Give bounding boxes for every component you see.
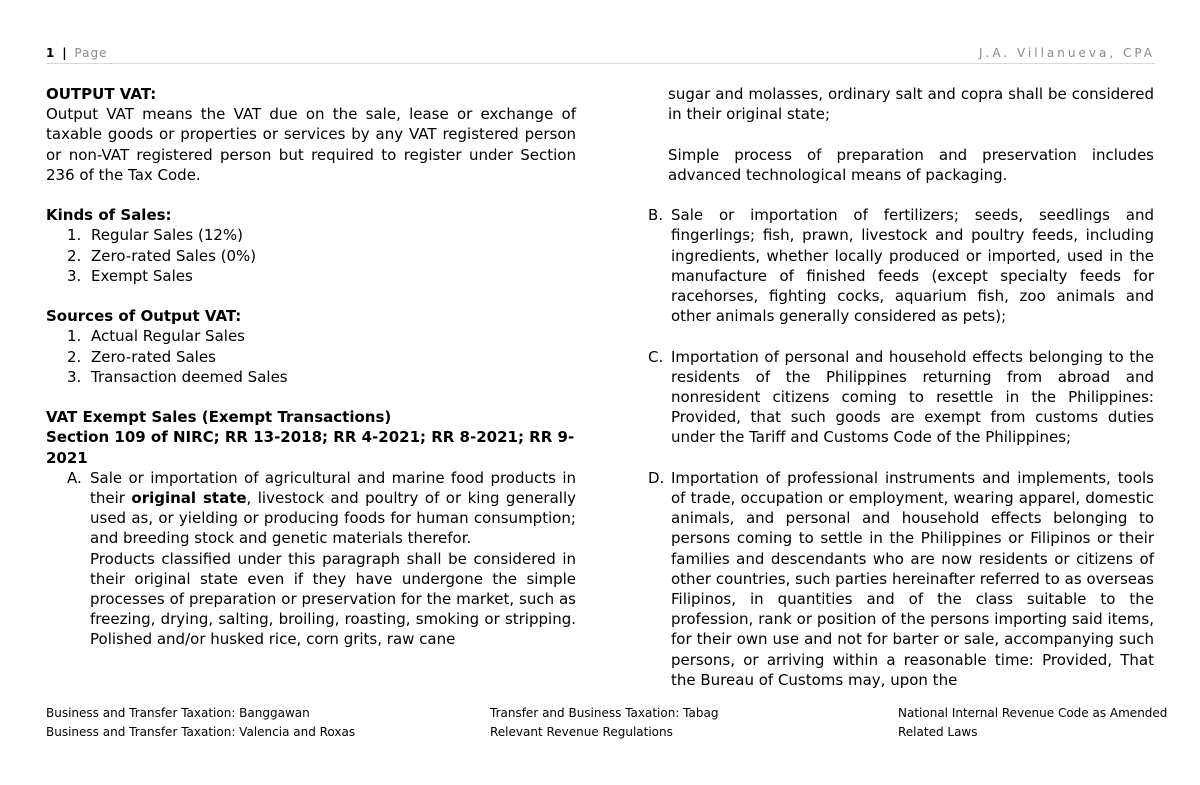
list-item [67, 347, 576, 367]
output-vat-definition: Output VAT means the VAT due on the sale, lease or exchange of taxable goods or properties or services by any VAT registered person or non-VAT registered person but required to register under Section 236 of the Tax Code. [46, 105, 576, 184]
item-text [90, 468, 576, 549]
item-marker: B. [648, 206, 664, 225]
item-text: Importation of personal and household effects belonging to the residents of the Philippines returning from abroad and nonresident citizens coming to resettle in the Philippines: Provided, that such goods are exempt from customs duties under the Tariff and Customs Code of the Philippines; [671, 347, 1154, 447]
list-marker: 3. [67, 266, 82, 285]
list-marker: 2. [67, 347, 82, 366]
right-column [648, 84, 1154, 690]
list-item [67, 266, 576, 286]
exempt-item-a-continuation: Products classified under this paragraph shall be considered in their original state even if they have undergone the simple processes of preparation or preservation for the market, such as freezing, drying, salting, broiling, roasting, smoking or stripping. Polished and/or husked rice, corn grits, raw cane [90, 549, 576, 649]
list-item [67, 246, 576, 266]
item-text-part: Sale or importation of agricultural and marine food products in their [90, 468, 576, 508]
item-a-packaging-note: Simple process of preparation and preservation includes advanced technological means of packaging. [668, 145, 1154, 184]
exempt-item-b [648, 205, 1154, 326]
exempt-item-d [648, 468, 1154, 690]
footer-line: Relevant Revenue Regulations [490, 725, 673, 739]
list-marker: 3. [67, 367, 82, 386]
item-marker: A. [67, 468, 82, 487]
left-column [46, 84, 576, 650]
footer-line: Related Laws [898, 725, 978, 739]
footer-line: Transfer and Business Taxation: Tabag [490, 706, 719, 720]
list-item-text: Zero-rated Sales (0%) [91, 246, 257, 265]
item-marker: C. [648, 347, 664, 366]
kinds-of-sales-list [46, 225, 576, 286]
exempt-item-c [648, 347, 1154, 448]
kinds-of-sales-heading: Kinds of Sales: [46, 206, 172, 225]
list-marker: 1. [67, 327, 82, 346]
item-text-part: , livestock and poultry of or king generally used as, or yielding or producing foods for human consumption; and breeding stock and genetic materials therefor. [90, 489, 576, 548]
footer-line: National Internal Revenue Code as Amended [898, 706, 1168, 720]
sources-heading: Sources of Output VAT: [46, 307, 242, 326]
footer-line: Business and Transfer Taxation: Valencia and Roxas [46, 725, 356, 739]
exempt-sales-heading: VAT Exempt Sales (Exempt Transactions) [46, 408, 392, 427]
list-item [67, 367, 576, 387]
footer-references-col1 [46, 704, 355, 742]
exempt-sales-legal-basis: Section 109 of NIRC; RR 13-2018; RR 4-2021; RR 8-2021; RR 9-2021 [46, 428, 575, 467]
item-text: Importation of professional instruments and implements, tools of trade, occupation or employment, wearing apparel, domestic animals, and personal and household effects belonging to persons coming to settle in the Philippines or Filipinos or their families and descendants who are now residents or citizens of other countries, such parties hereinafter referred to as overseas Filipinos, in quantities and of the class suitable to the profession, rank or position of the persons importing said items, for their own use and not for barter or sale, accompanying such persons, or arriving within a reasonable time: Provided, That the Bureau of Customs may, upon the [671, 468, 1154, 689]
page-header [46, 44, 1155, 64]
page-separator: | [62, 46, 68, 60]
list-item-text: Exempt Sales [91, 266, 193, 285]
list-item-text: Actual Regular Sales [91, 327, 245, 346]
list-item [67, 326, 576, 346]
list-item-text: Zero-rated Sales [91, 347, 216, 366]
list-item [67, 225, 576, 245]
sources-list [46, 326, 576, 387]
footer-references-col2 [490, 704, 718, 742]
exempt-item-a [46, 468, 576, 549]
page-number [46, 46, 107, 60]
list-marker: 2. [67, 246, 82, 265]
item-marker: D. [648, 468, 665, 487]
page-number-value: 1 [46, 46, 56, 60]
author-name: J.A. Villanueva, CPA [978, 46, 1155, 60]
item-text-emphasis: original state [131, 489, 247, 508]
footer-line: Business and Transfer Taxation: Banggawan [46, 706, 310, 720]
item-text: Sale or importation of fertilizers; seeds, seedlings and fingerlings; fish, prawn, livestock and poultry feeds, including ingredients, whether locally produced or imported, used in the manufacture of finished feeds (except specialty feeds for racehorses, fighting cocks, aquarium fish, zoo animals and other animals generally considered as pets); [671, 206, 1154, 326]
page-label: Page [74, 46, 108, 60]
list-marker: 1. [67, 226, 82, 245]
output-vat-heading: OUTPUT VAT: [46, 85, 157, 103]
item-a-continued-text: sugar and molasses, ordinary salt and copra shall be considered in their original state; [668, 85, 1154, 124]
list-item-text: Regular Sales (12%) [91, 226, 244, 245]
footer-references-col3 [898, 704, 1167, 742]
list-item-text: Transaction deemed Sales [91, 367, 288, 386]
